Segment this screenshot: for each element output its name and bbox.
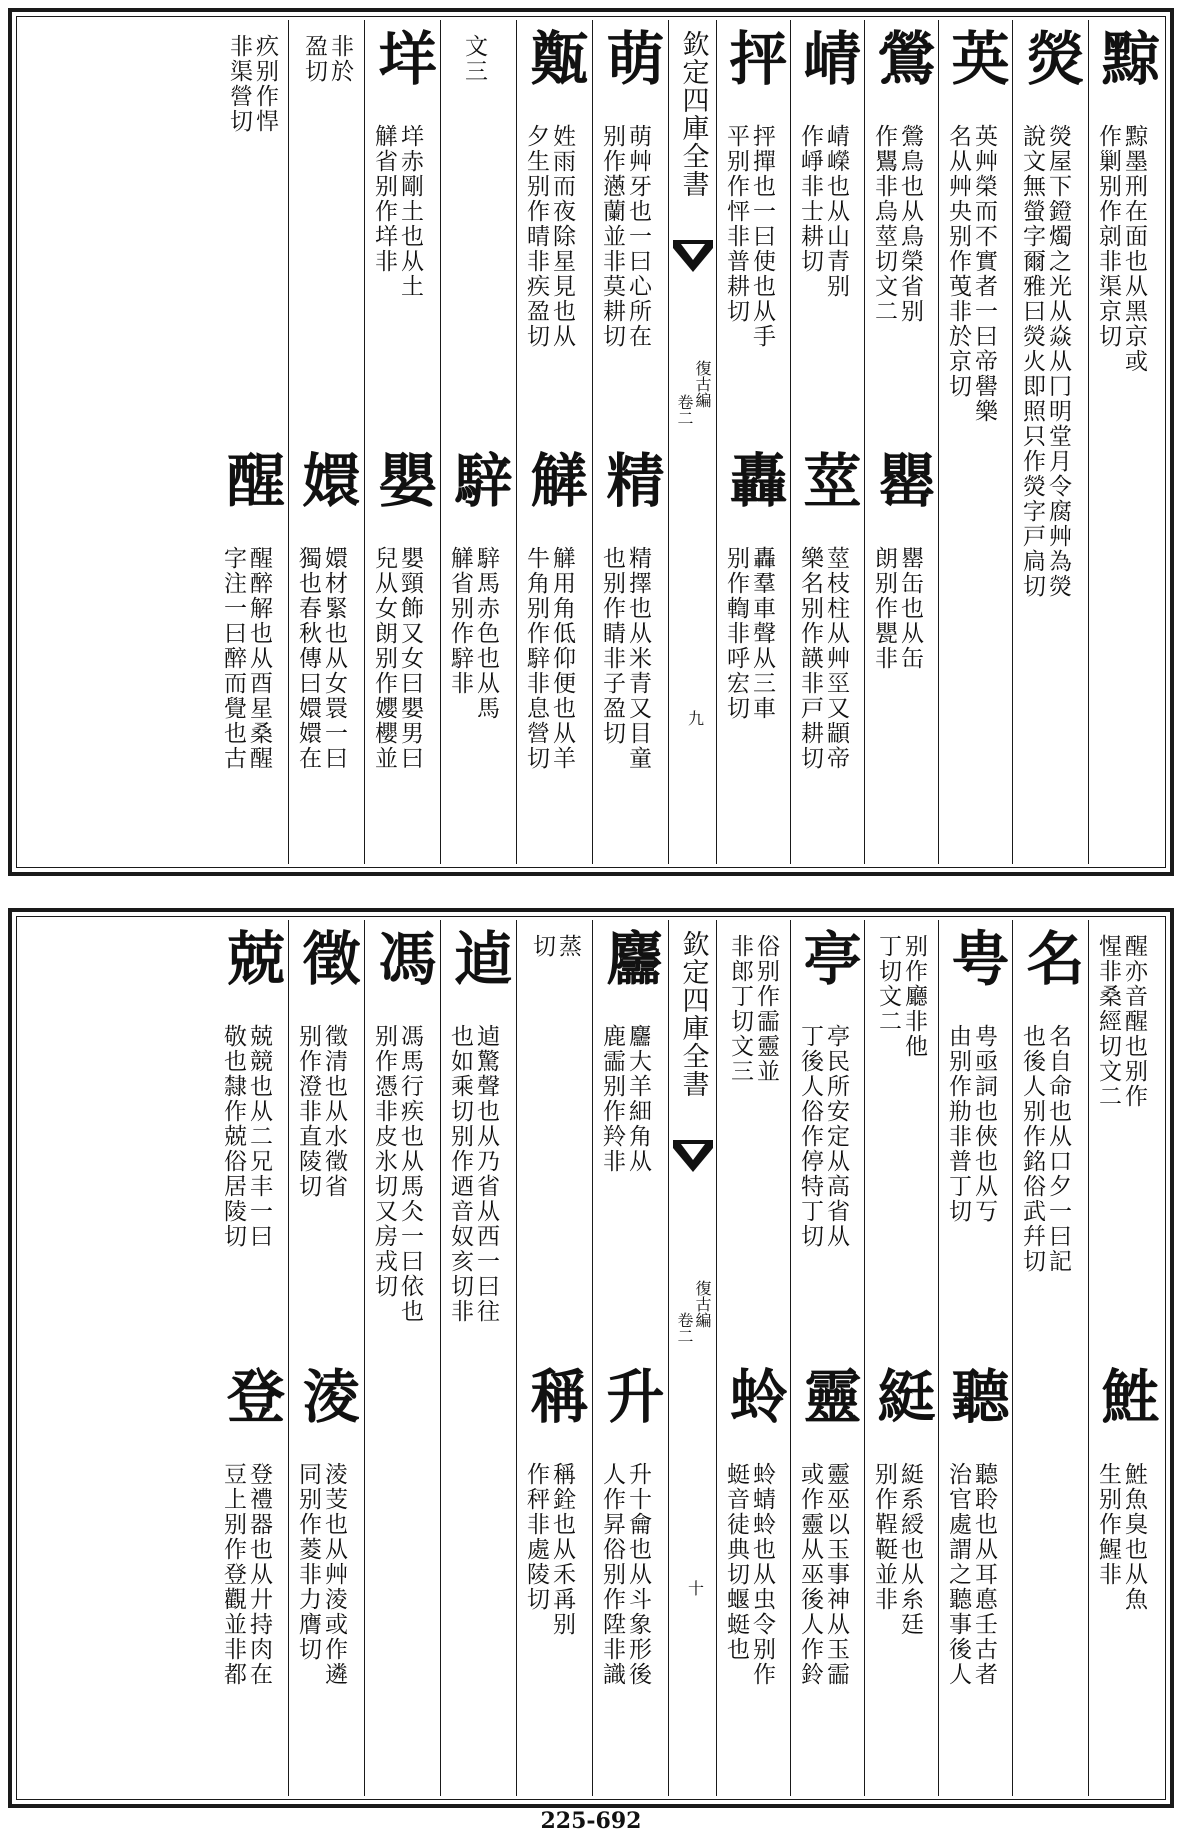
annotation-text: 聽聆也从耳悳壬古者 治官處謂之聽事後人 [945, 1462, 997, 1687]
seal-character: 鮏 [1091, 1366, 1160, 1426]
annotation-text: 嬰頸飾又女曰嬰男曰 兒从女朗别作孆櫻並 [371, 546, 423, 771]
seal-character: 騂 [444, 450, 513, 510]
seal-character: 醒 [217, 450, 285, 510]
seal-character: 徵 [292, 928, 361, 988]
text-column [516, 920, 592, 1796]
seal-character: 崝 [793, 28, 862, 88]
seal-character: 嬛 [292, 450, 361, 510]
seal-character: 名 [1016, 928, 1085, 988]
text-column [1088, 20, 1162, 864]
center-fold-column [668, 20, 716, 864]
text-column [864, 920, 938, 1796]
text-column [440, 20, 516, 864]
annotation-text: 麢大羊細角从 鹿霝别作羚非 [599, 1024, 651, 1174]
text-column [938, 920, 1012, 1796]
seal-character: 逌 [444, 928, 513, 988]
annotation-text: 蛉蜻蛉也从虫令别作 蜓音徒典切蝘蜓也 [723, 1462, 775, 1687]
seal-character: 登 [217, 1366, 285, 1426]
annotation-text: 精擇也从米青又目童 也别作睛非子盈切 [599, 546, 651, 771]
annotation-text: 逌驚聲也从乃省从西一曰往 也如乘切别作迺音奴亥切非 [447, 1024, 499, 1324]
seal-character: 轟 [719, 450, 788, 510]
seal-character: 亭 [793, 928, 862, 988]
volume-name: 復古編 [693, 360, 712, 408]
seal-character: 黥 [1091, 28, 1160, 88]
volume-number: 卷二 [675, 394, 694, 426]
annotation-text: 馮馬行疾也从馬仌一曰依也 别作憑非皮氷切又房戎切 [371, 1024, 423, 1324]
seal-character: 蛉 [719, 1366, 788, 1426]
text-column [938, 20, 1012, 864]
seal-character: 㽀 [520, 28, 589, 88]
seal-character: 熒 [1016, 28, 1085, 88]
annotation-text: 垟赤剛土也从土 觲省别作垟非 [371, 124, 423, 299]
annotation-text: 蒸 切 [529, 934, 581, 959]
text-column [1012, 920, 1088, 1796]
seal-character: 兢 [217, 928, 285, 988]
text-column [1088, 920, 1162, 1796]
seal-character: 聽 [941, 1366, 1010, 1426]
text-column [716, 20, 790, 864]
volume-name: 復古編 [693, 1280, 712, 1328]
annotation-text: 兢競也从二兄丰一曰 敬也隸作兢俗居陵切 [220, 1024, 272, 1249]
annotation-text: 鶯鳥也从鳥榮省别 作鸎非烏莖切文二 [871, 124, 923, 324]
text-column [1012, 20, 1088, 864]
column-grid [20, 20, 1162, 864]
annotation-text: 莖枝柱从艸巠又顓帝 樂名别作韺非戸耕切 [797, 546, 849, 771]
page-upper [8, 8, 1174, 876]
seal-character: 垟 [368, 28, 437, 88]
annotation-text: 轟羣車聲从三車 别作輷非呼宏切 [723, 546, 775, 721]
seal-character: 綎 [867, 1366, 936, 1426]
annotation-text: 醒亦音醒也别作 惺非桑經切文二 [1095, 934, 1147, 1109]
page-footer-label: 225-692 [540, 1808, 642, 1834]
annotation-text: 别作廳非他 丁切文二 [875, 934, 927, 1059]
annotation-text: 俗别作霝靈並 非郎丁切文三 [727, 934, 779, 1084]
annotation-text: 醒醉解也从酉星桑醒 字注一曰醉而覺也古 [220, 546, 272, 771]
text-column [288, 920, 364, 1796]
column-grid [20, 920, 1162, 1796]
text-column [364, 20, 440, 864]
text-column [790, 20, 864, 864]
annotation-text: 亭民所安定从高省从 丁後人俗作停特丁切 [797, 1024, 849, 1249]
annotation-text: 名自命也从口夕一曰記 也後人别作銘俗武幷切 [1019, 1024, 1071, 1274]
page-number: 九 [685, 710, 705, 726]
text-column [592, 920, 668, 1796]
annotation-text: 綎系綬也从糸廷 别作鞓䩠並非 [871, 1462, 923, 1637]
seal-character: 觲 [520, 450, 589, 510]
annotation-text: 萌艸牙也一曰心所在 别作懣蘭並非莫耕切 [599, 124, 651, 349]
annotation-text: 靈巫以玉事神从玉霝 或作靈从巫後人作鈴 [797, 1462, 849, 1687]
page-number: 十 [685, 1580, 705, 1596]
annotation-text: 英艸榮而不實者一曰帝嚳樂 名从艸央别作䒶非於京切 [945, 124, 997, 424]
annotation-text: 升十龠也从斗象形後 人作昇俗别作陞非識 [599, 1462, 651, 1687]
seal-character: 精 [596, 450, 665, 510]
annotation-text: 抨撣也一曰使也从手 平别作怦非普耕切 [723, 124, 775, 349]
seal-character: 莖 [793, 450, 862, 510]
seal-character: 甹 [941, 928, 1010, 988]
annotation-text: 姓雨而夜除星見也从 夕生别作晴非疾盈切 [523, 124, 575, 349]
text-column [364, 920, 440, 1796]
annotation-text: 非於 盈切 [301, 34, 353, 84]
seal-character: 萌 [596, 28, 665, 88]
seal-character: 鶯 [867, 28, 936, 88]
seal-character: 淩 [292, 1366, 361, 1426]
page-lower [8, 908, 1174, 1808]
annotation-text: 甹亟詞也俠也从丂 由别作㔙非普丁切 [945, 1024, 997, 1224]
annotation-text: 騂馬赤色也从馬 觲省别作騂非 [447, 546, 499, 721]
volume-number: 卷二 [675, 1312, 694, 1344]
text-column [516, 20, 592, 864]
book-title: 欽定四庫全書 [677, 30, 709, 198]
seal-character: 麢 [596, 928, 665, 988]
text-column [592, 20, 668, 864]
annotation-text: 稱銓也从禾爯别 作秤非處陵切 [523, 1462, 575, 1637]
text-column [214, 20, 288, 864]
text-column [288, 20, 364, 864]
seal-character: 嬰 [368, 450, 437, 510]
fish-tail-mark-icon [671, 236, 715, 276]
text-column [440, 920, 516, 1796]
text-column [790, 920, 864, 1796]
seal-character: 靈 [793, 1366, 862, 1426]
seal-character: 馮 [368, 928, 437, 988]
annotation-text: 熒屋下鐙燭之光从焱从冂明堂月令腐艸為熒 說文無螢字爾雅曰熒火即照只作熒字戸扃切 [1019, 124, 1071, 599]
center-fold-column [668, 920, 716, 1796]
annotation-text: 崝嶸也从山青别 作崢非士耕切 [797, 124, 849, 299]
book-title: 欽定四庫全書 [677, 930, 709, 1098]
annotation-text: 嬛材緊也从女睘一曰 獨也春秋傳曰嬛嬛在 [295, 546, 347, 771]
seal-character: 稱 [520, 1366, 589, 1426]
annotation-text: 徵清也从水徵省 别作澄非直陵切 [295, 1024, 347, 1199]
annotation-text: 黥墨刑在面也从黑京或 作剿别作剠非渠京切 [1095, 124, 1147, 374]
annotation-text: 鮏魚臭也从魚 生别作鯹非 [1095, 1462, 1147, 1612]
seal-character: 罌 [867, 450, 936, 510]
seal-character: 抨 [719, 28, 788, 88]
text-column [864, 20, 938, 864]
annotation-text: 觲用角低仰便也从羊 牛角别作騂非息營切 [523, 546, 575, 771]
seal-character: 升 [596, 1366, 665, 1426]
annotation-text: 文三 [461, 34, 487, 84]
fish-tail-mark-icon [671, 1136, 715, 1176]
annotation-text: 登禮器也从廾持肉在 豆上别作登觀並非都 [220, 1462, 272, 1687]
text-column [214, 920, 288, 1796]
annotation-text: 罌缶也从缶 朗别作甖非 [871, 546, 923, 671]
seal-character: 英 [941, 28, 1010, 88]
text-column [716, 920, 790, 1796]
annotation-text: 疚别作悍 非渠營切 [226, 34, 278, 134]
annotation-text: 淩芰也从艸淩或作遴 同别作菱非力膺切 [295, 1462, 347, 1687]
